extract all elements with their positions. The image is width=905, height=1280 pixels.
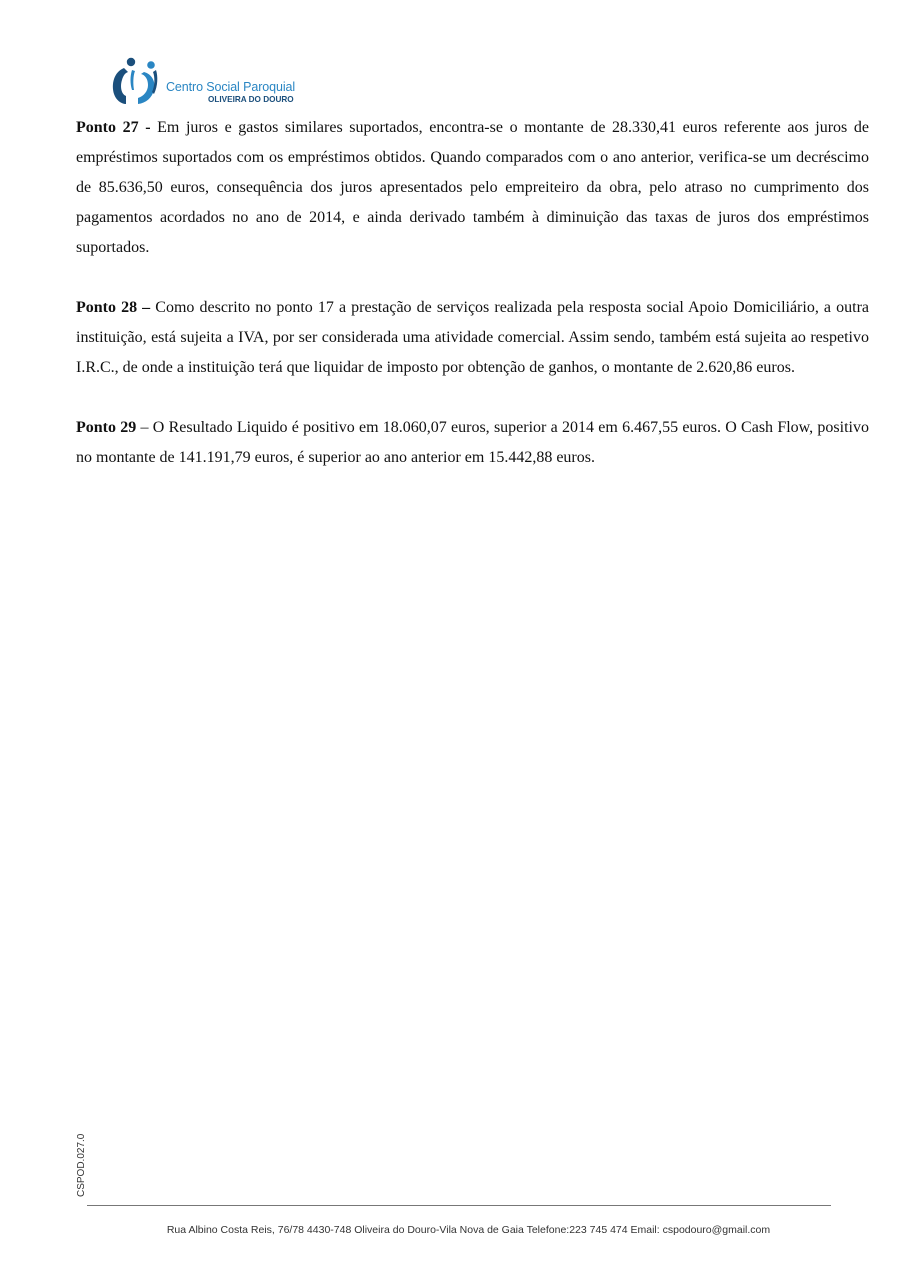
- paragraph-ponto-28: [76, 293, 869, 383]
- organization-logo: [110, 56, 310, 108]
- document-code: CSPOD.027.0: [76, 1133, 87, 1197]
- paragraph-text: – O Resultado Liquido é positivo em 18.060,07 euros, superior a 2014 em 6.467,55 euros. O Cash Flow, positivo no montante de 141.191,79 euros, é superior ao ano anterior em 15.442,88 euros.: [76, 419, 869, 466]
- paragraph-text: Como descrito no ponto 17 a prestação de serviços realizada pela resposta social Apoio Domiciliário, a outra instituição, está sujeita a IVA, por ser considerada uma atividade comercial. Assim sendo, também está sujeita ao respetivo I.R.C., de onde a instituição terá que liquidar de imposto por obtenção de ganhos, o montante de 2.620,86 euros.: [76, 299, 869, 376]
- document-body: [76, 113, 869, 503]
- paragraph-label: Ponto 27 -: [76, 119, 151, 136]
- logo-name: Centro Social Paroquial: [166, 80, 296, 94]
- paragraph-label: Ponto 28 –: [76, 299, 151, 316]
- paragraph-text: Em juros e gastos similares suportados, encontra-se o montante de 28.330,41 euros referente aos juros de empréstimos suportados com os empréstimos obtidos. Quando comparados com o ano anterior, verifica-se um decréscimo de 85.636,50 euros, consequência dos juros apresentados pelo empreiteiro da obra, pelo atraso no cumprimento dos pagamentos acordados no ano de 2014, e ainda derivado também à diminuição das taxas de juros dos empréstimos suportados.: [76, 119, 869, 256]
- logo-subtitle: OLIVEIRA DO DOURO: [208, 95, 294, 104]
- footer-divider: [87, 1205, 831, 1206]
- paragraph-ponto-29: [76, 413, 869, 473]
- logo-emblem-icon: [110, 56, 166, 108]
- paragraph-label: Ponto 29: [76, 419, 137, 436]
- paragraph-ponto-27: [76, 113, 869, 263]
- footer-address: Rua Albino Costa Reis, 76/78 4430-748 Oliveira do Douro-Vila Nova de Gaia Telefone:223 745 474 Email: cspodouro@gmail.com: [166, 1224, 771, 1236]
